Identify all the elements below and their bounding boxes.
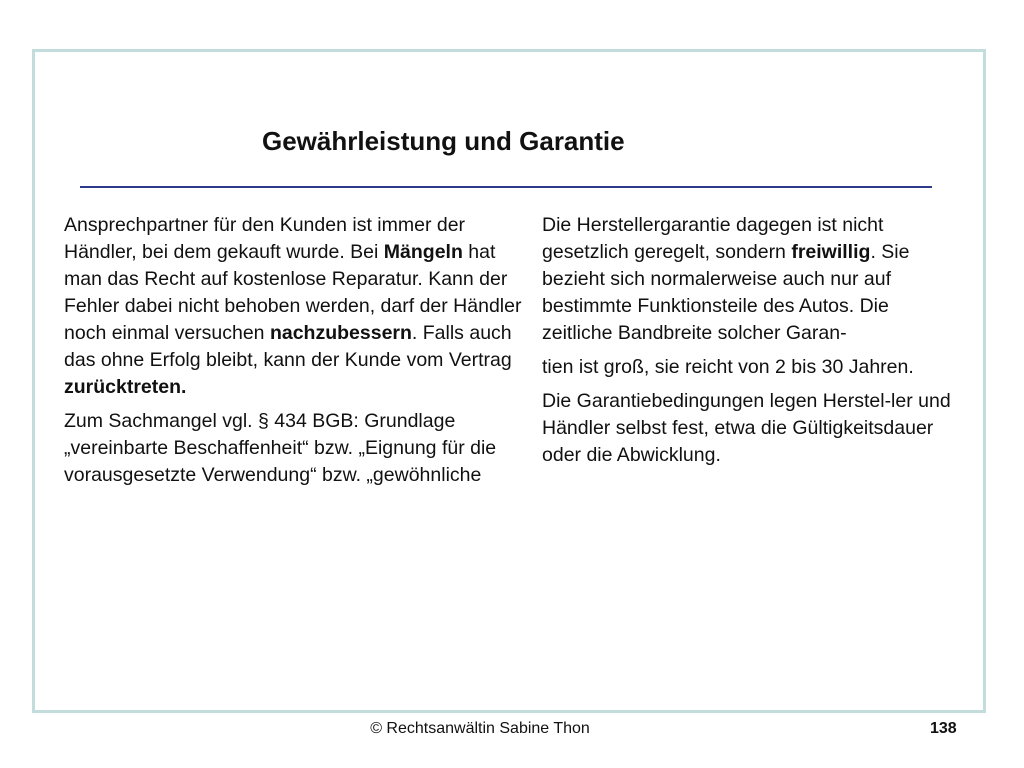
right-paragraph-3: Die Garantiebedingungen legen Herstel-ler und Händler selbst fest, etwa die Gültigkeitsdauer oder die Abwicklung. bbox=[542, 390, 951, 466]
left-p1-bold-nachzubessern: nachzubessern bbox=[269, 322, 412, 344]
right-p1-text-a: Die Herstellergarantie dagegen ist nicht gesetzlich geregelt, sondern bbox=[542, 214, 884, 263]
left-p1-bold-maengeln: Mängeln bbox=[383, 241, 463, 263]
left-p1-text-c: hat man das Recht auf kostenlose Reparatur. Kann der Fehler dabei nicht behoben werden, darf der Händler noch einmal versuchen bbox=[64, 241, 522, 344]
left-p1-bold-zuruecktreten: zurücktreten. bbox=[64, 376, 187, 398]
title-underline bbox=[80, 186, 932, 188]
left-column bbox=[64, 212, 526, 496]
right-p1-text-c: . Sie bezieht sich normalerweise auch nur auf bestimmte Funktionsteile des Autos. Die zeitliche Bandbreite solcher Garan- bbox=[542, 241, 910, 344]
slide-title: Gewährleistung und Garantie bbox=[262, 126, 625, 156]
footer-copyright: © Rechtsanwältin Sabine Thon bbox=[370, 720, 590, 737]
footer-page-number: 138 bbox=[930, 720, 957, 737]
left-p1-text-a: Ansprechpartner für den Kunden ist immer der Händler, bei dem gekauft wurde. Bei bbox=[64, 214, 466, 263]
right-paragraph-1 bbox=[542, 212, 962, 347]
right-column bbox=[542, 212, 962, 476]
left-p1-text-e: . Falls auch das ohne Erfolg bleibt, kann der Kunde vom Vertrag bbox=[64, 322, 512, 371]
right-p1-bold-freiwillig: freiwillig bbox=[791, 241, 871, 263]
left-paragraph-1 bbox=[64, 212, 526, 401]
right-paragraph-2: tien ist groß, sie reicht von 2 bis 30 Jahren. bbox=[542, 356, 914, 378]
left-paragraph-2: Zum Sachmangel vgl. § 434 BGB: Grundlage „vereinbarte Beschaffenheit“ bzw. „Eignung für die vorausgesetzte Verwendung“ bzw. „gewöhnliche bbox=[64, 410, 497, 486]
